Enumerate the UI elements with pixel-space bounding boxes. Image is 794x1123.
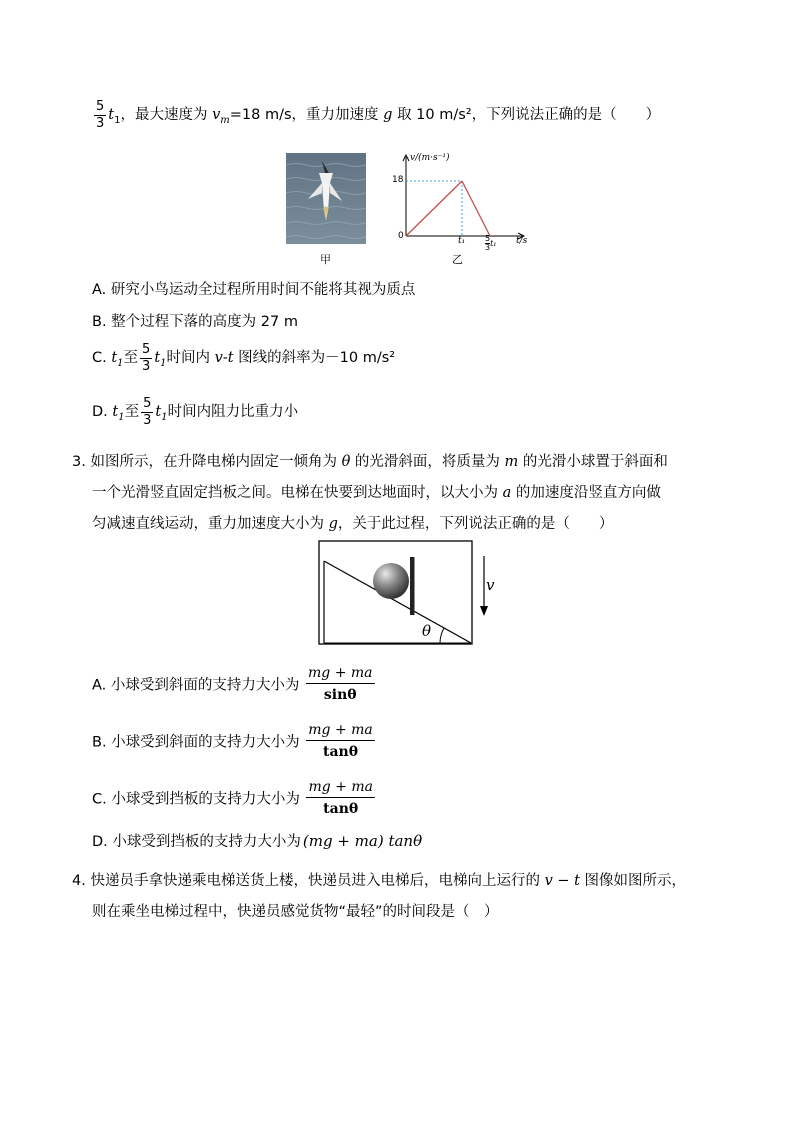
q3-line-1: 3. 如图所示，在升降电梯内固定一倾角为 θ 的光滑斜面，将质量为 m 的光滑小球置于斜面和 (72, 454, 668, 470)
q2-option-b: B. 整个过程下落的高度为 27 m (92, 314, 298, 330)
vt-graph (392, 151, 532, 261)
fig-caption-right: 乙 (452, 253, 463, 266)
theta-label: θ (422, 622, 432, 640)
graph-origin: 0 (398, 231, 404, 241)
fig-caption-left: 甲 (320, 253, 331, 266)
elevator-incline-diagram (318, 540, 503, 650)
q2-intro-line: $\frac{5}{3}$ $t_1$，最大速度为 $v_m=18$ m/s，重力加速度 g 取 10 m/s²，下列说法正确的是（ ） (96, 99, 661, 131)
q4-line-1: 4. 快递员手拿快递乘电梯送货上楼，快递员进入电梯后，电梯向上运行的 v − t 图像如图所示， (72, 873, 687, 889)
bird-diving-photo (286, 153, 366, 244)
velocity-label: v (486, 576, 495, 594)
q3-option-c: C. 小球受到挡板的支持力大小为 $\frac{mg + ma}{\tan\theta}$ (92, 779, 373, 818)
q3-option-b: B. 小球受到斜面的支持力大小为 $\frac{mg + ma}{\tan\theta}$ (92, 722, 373, 761)
q2-option-d: D. $t_1$至 $\frac{5}{3}$ $t_1$时间内阻力比重力小 (92, 396, 299, 428)
q3-line-2: 一个光滑竖直固定挡板之间。电梯在快要到达地面时，以大小为 a 的加速度沿竖直方向做 (92, 485, 661, 501)
q3-option-d: D. 小球受到挡板的支持力大小为 (mg + ma) tanθ (92, 832, 423, 850)
fraction-five-thirds: $\frac{5}{3}$ (96, 99, 105, 131)
graph-x-tick-t1: t₁ (458, 236, 466, 246)
graph-x-axis-label: t/s (516, 236, 528, 246)
graph-x-tick-five-thirds-t1: $\frac{5}{3}$ t₁ (485, 234, 497, 252)
graph-y-axis-label: v/(m·s⁻¹) (410, 153, 450, 163)
q4-line-2: 则在乘坐电梯过程中，快递员感觉货物“最轻”的时间段是（ ） (92, 904, 499, 920)
q3-line-3: 匀减速直线运动，重力加速度大小为 g，关于此过程，下列说法正确的是（ ） (92, 516, 614, 532)
q3-option-a: A. 小球受到斜面的支持力大小为 $\frac{mg + ma}{\sin\theta}$ (92, 665, 373, 704)
graph-y-tick-18: 18 (392, 175, 404, 185)
q2-option-a: A. 研究小鸟运动全过程所用时间不能将其视为质点 (92, 282, 416, 298)
q2-option-c: C. $t_1$至 $\frac{5}{3}$ $t_1$时间内 v-t 图线的斜率为－10 m/s² (92, 342, 396, 374)
